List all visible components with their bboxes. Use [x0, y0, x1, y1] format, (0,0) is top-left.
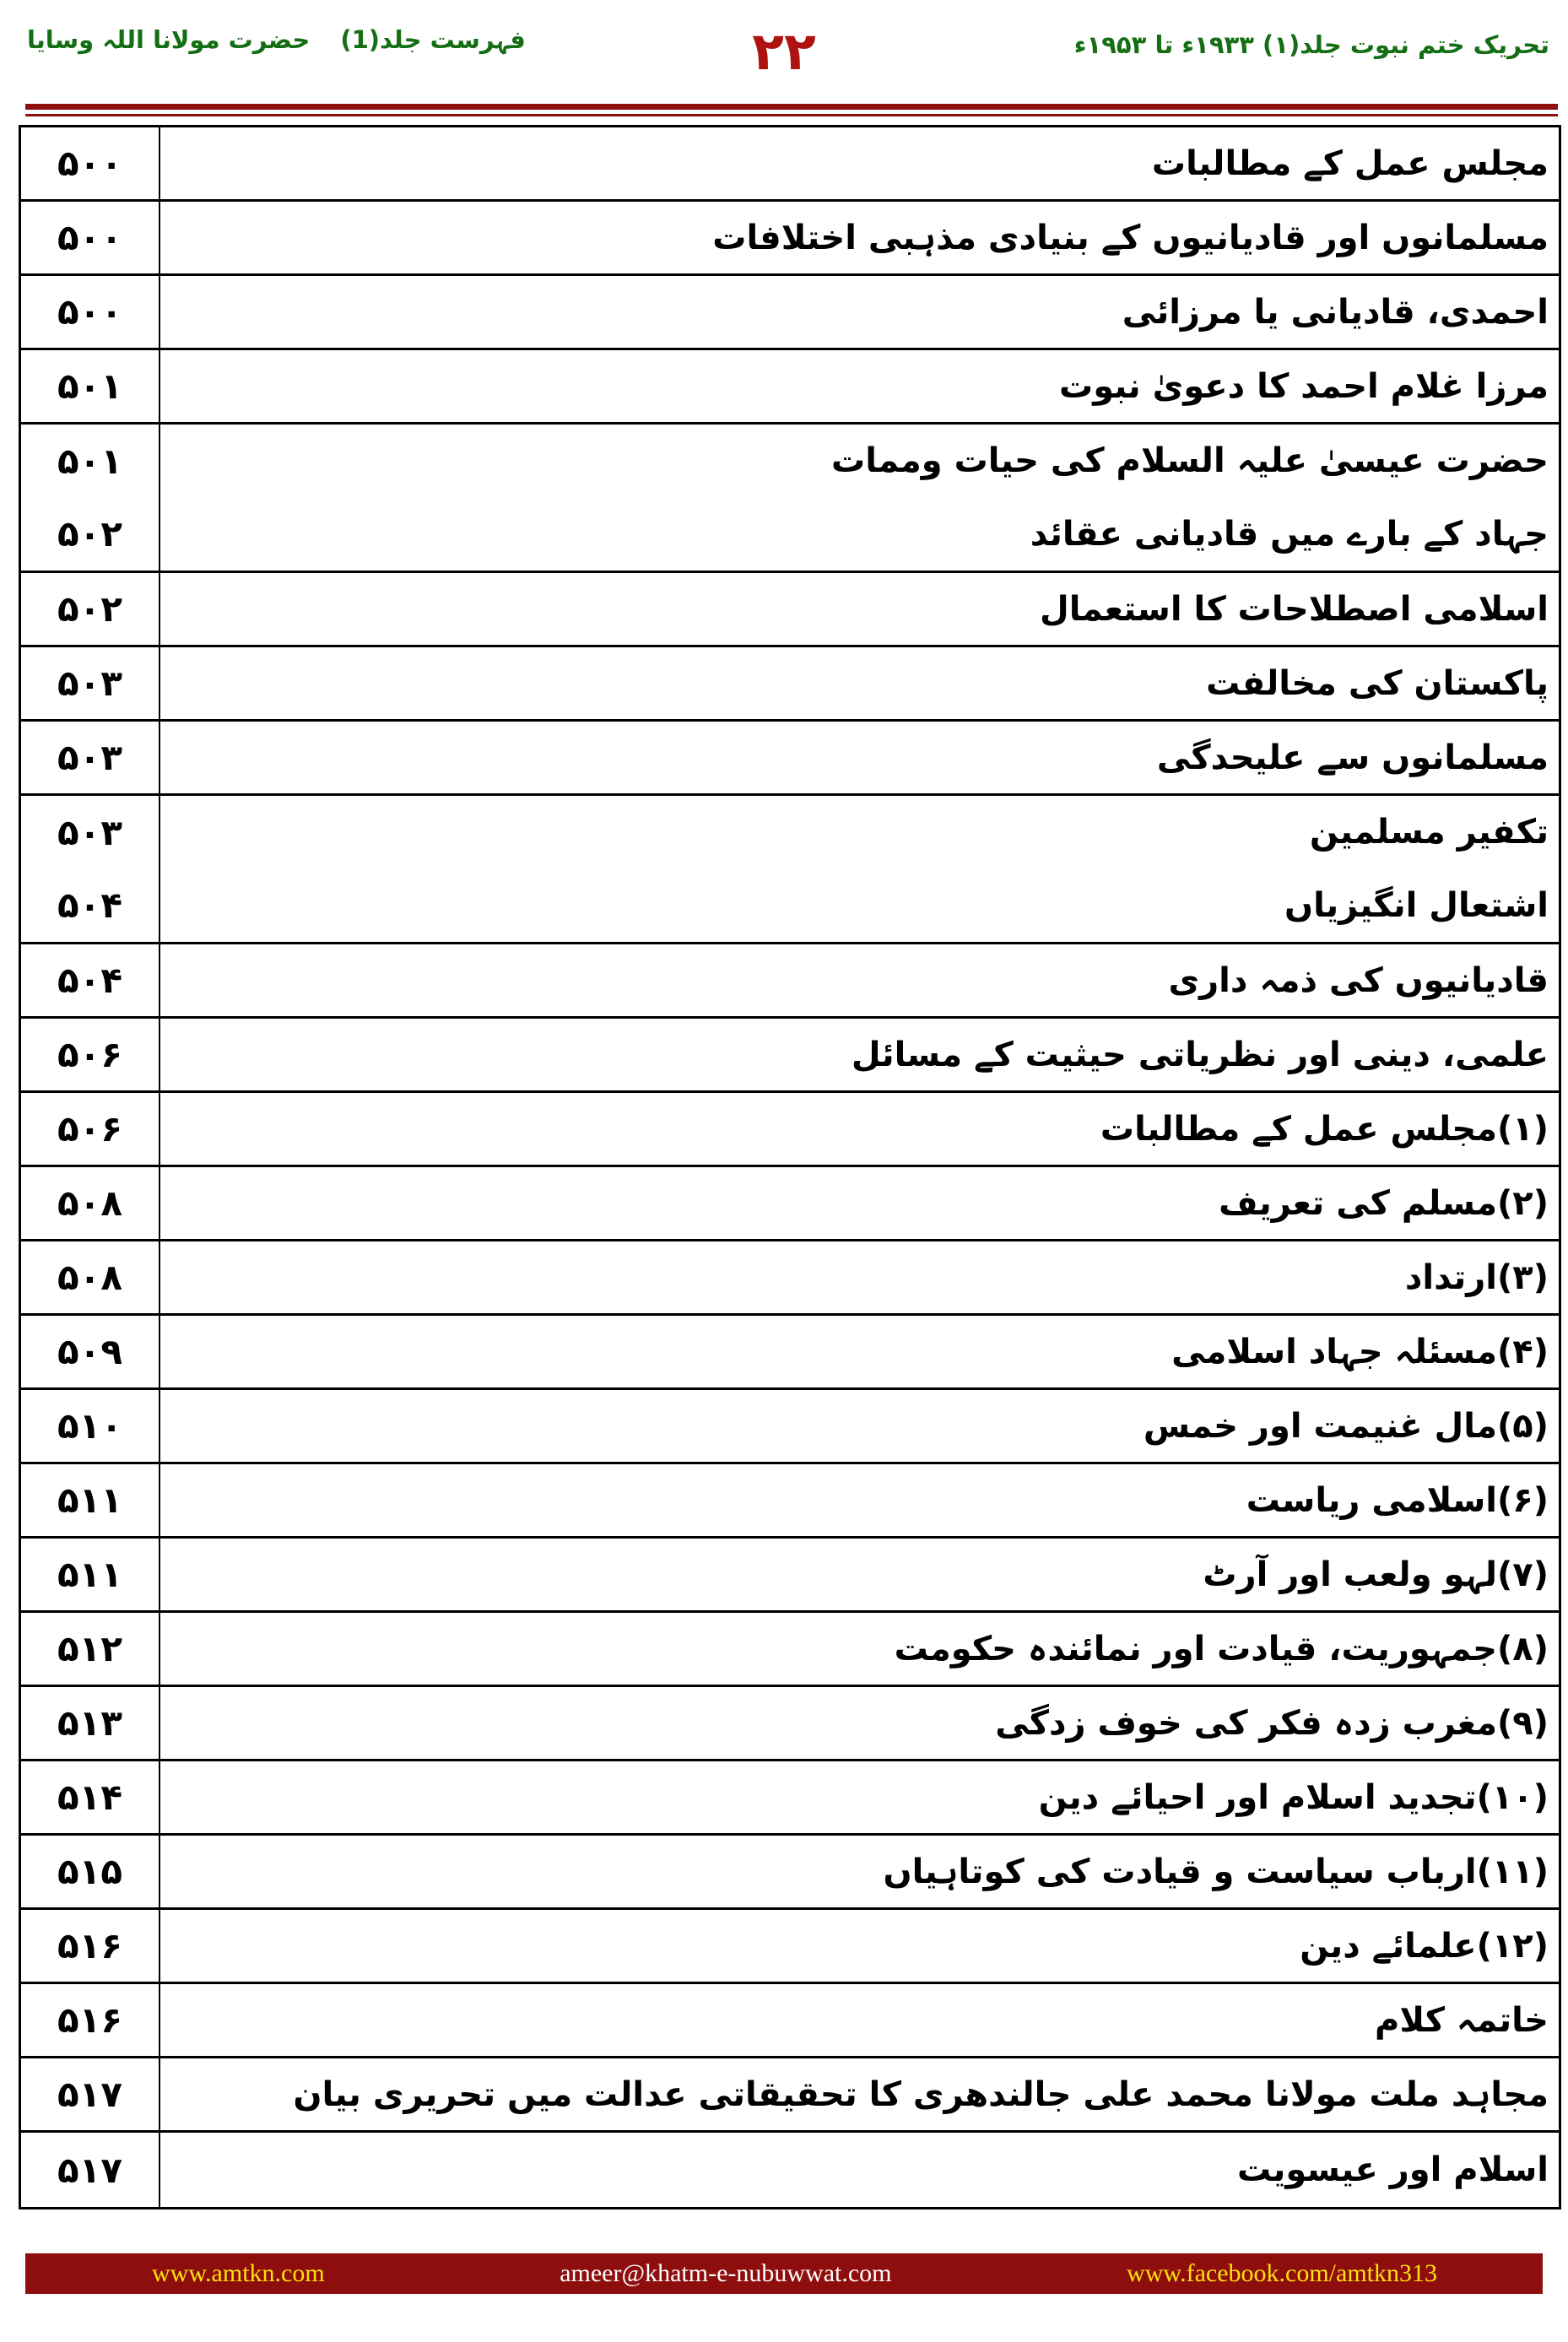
toc-page-number: ۵۰۱	[57, 365, 122, 407]
toc-chapter-title: پاکستان کی مخالفت	[1206, 663, 1549, 703]
toc-page-number: ۵۱۵	[57, 1851, 122, 1892]
chapter-title-cell	[160, 202, 1559, 273]
page-number-cell	[21, 722, 160, 793]
toc-row	[21, 1761, 1559, 1836]
toc-page-number: ۵۰۰	[57, 291, 122, 333]
toc-page-number: ۵۰۸	[57, 1182, 122, 1224]
chapter-title-cell	[160, 1761, 1559, 1833]
toc-row	[21, 1241, 1559, 1316]
toc-row	[21, 276, 1559, 350]
toc-row	[21, 1316, 1559, 1390]
page-number-cell	[21, 2133, 160, 2207]
toc-page-number: ۵۰۸	[57, 1257, 122, 1298]
toc-chapter-title: اسلام اور عیسویت	[1237, 2150, 1549, 2189]
toc-chapter-title: علمی، دینی اور نظریاتی حیثیت کے مسائل	[851, 1035, 1549, 1074]
toc-page-number: ۵۰۳	[57, 737, 122, 778]
page-number-cell	[21, 1687, 160, 1759]
toc-row	[21, 1464, 1559, 1539]
header-rule-thick	[25, 104, 1558, 110]
toc-row	[21, 1390, 1559, 1464]
page-number-cell	[21, 425, 160, 571]
toc-row	[21, 350, 1559, 425]
chapter-title-cell	[160, 1539, 1559, 1610]
toc-chapter-title: مرزا غلام احمد کا دعویٰ نبوت	[1059, 366, 1549, 406]
chapter-title-cell	[160, 722, 1559, 793]
toc-page-number: ۵۰۲	[57, 588, 122, 630]
toc-row	[21, 573, 1559, 647]
page-number: ۲۲	[752, 20, 816, 82]
page-number-cell	[21, 127, 160, 199]
toc-page-number: ۵۰۹	[57, 1331, 122, 1372]
toc-chapter-title: (۲)مسلم کی تعریف	[1219, 1183, 1549, 1223]
page-number-cell	[21, 276, 160, 348]
toc-row	[21, 1910, 1559, 1984]
toc-chapter-title: (۷)لہو ولعب اور آرٹ	[1203, 1555, 1549, 1594]
toc-page-number: ۵۱۶	[57, 1999, 122, 2041]
page-number-cell	[21, 573, 160, 645]
toc-row	[21, 202, 1559, 276]
header-author-label: حضرت مولانا اللہ وسایا	[27, 25, 311, 54]
toc-page-number: ۵۱۲	[57, 1628, 122, 1669]
page-number-cell	[21, 1984, 160, 2056]
chapter-title-cell	[160, 127, 1559, 199]
toc-row	[21, 1019, 1559, 1093]
toc-chapter-title: (۹)مغرب زدہ فکر کی خوف زدگی	[995, 1703, 1549, 1743]
footer-facebook-link: www.facebook.com/amtkn313	[1127, 2259, 1437, 2287]
page-number-cell	[21, 350, 160, 422]
toc-chapter-title: (۱۱)ارباب سیاست و قیادت کی کوتاہیاں	[883, 1852, 1549, 1891]
chapter-title-cell	[160, 796, 1559, 942]
chapter-title-cell	[160, 1836, 1559, 1907]
toc-row	[21, 1687, 1559, 1761]
toc-chapter-title: (۱۰)تجدید اسلام اور احیائے دین	[1038, 1777, 1549, 1817]
toc-page-number: ۵۱۰	[57, 1405, 122, 1447]
toc-page-number: ۵۰۰	[57, 143, 122, 184]
toc-chapter-title: مسلمانوں اور قادیانیوں کے بنیادی مذہبی اختلافات	[712, 218, 1549, 257]
page-number-cell	[21, 647, 160, 719]
page-number-cell	[21, 1910, 160, 1982]
toc-page-number: ۵۱۱	[57, 1554, 122, 1595]
page-number-cell	[21, 1241, 160, 1313]
footer-email-link: ameer@khatm-e-nubuwwat.com	[560, 2259, 892, 2287]
page-number-cell	[21, 2058, 160, 2130]
chapter-title-cell	[160, 2058, 1559, 2130]
toc-chapter-title: (۳)ارتداد	[1404, 1258, 1549, 1297]
toc-page-number: ۵۱۱	[57, 1479, 122, 1521]
page-number-cell	[21, 1464, 160, 1536]
chapter-title-cell	[160, 944, 1559, 1016]
toc-chapter-title: خاتمہ کلام	[1375, 2000, 1549, 2040]
toc-row	[21, 1984, 1559, 2058]
toc-page-number: ۵۰۴	[57, 884, 122, 927]
toc-chapter-title: جہاد کے بارے میں قادیانی عقائد	[1030, 514, 1549, 554]
chapter-title-cell	[160, 2133, 1559, 2207]
page-number-cell	[21, 202, 160, 273]
toc-chapter-title: (۶)اسلامی ریاست	[1246, 1480, 1549, 1520]
toc-page-number: ۵۱۴	[57, 1777, 122, 1818]
page-number-cell	[21, 1613, 160, 1685]
chapter-title-cell	[160, 1241, 1559, 1313]
page-number-cell	[21, 1093, 160, 1165]
toc-row	[21, 647, 1559, 722]
toc-chapter-title: (۱)مجلس عمل کے مطالبات	[1100, 1109, 1549, 1149]
page-number-cell	[21, 1167, 160, 1239]
toc-page-number: ۵۰۴	[57, 960, 122, 1001]
toc-row	[21, 1539, 1559, 1613]
page-number-cell	[21, 1390, 160, 1462]
chapter-title-cell	[160, 1464, 1559, 1536]
chapter-title-cell	[160, 276, 1559, 348]
footer-bar	[25, 2253, 1543, 2294]
chapter-title-cell	[160, 1910, 1559, 1982]
toc-row	[21, 2058, 1559, 2133]
toc-row	[21, 722, 1559, 796]
toc-page-number: ۵۰۳	[57, 811, 122, 853]
toc-chapter-title: (۱۲)علمائے دین	[1300, 1926, 1549, 1966]
toc-page-number: ۵۰۶	[57, 1034, 122, 1075]
chapter-title-cell	[160, 1316, 1559, 1387]
toc-chapter-title: مسلمانوں سے علیحدگی	[1156, 738, 1549, 777]
page-number-cell	[21, 1836, 160, 1907]
chapter-title-cell	[160, 425, 1559, 571]
toc-chapter-title: (۵)مال غنیمت اور خمس	[1143, 1406, 1549, 1446]
toc-page-number: ۵۰۲	[57, 513, 122, 555]
toc-page-number: ۵۰۰	[57, 217, 122, 258]
chapter-title-cell	[160, 1390, 1559, 1462]
toc-chapter-title: حضرت عیسیٰ علیہ السلام کی حیات وممات	[831, 441, 1549, 481]
toc-page-number: ۵۱۶	[57, 1925, 122, 1966]
toc-table	[19, 125, 1561, 2209]
chapter-title-cell	[160, 1984, 1559, 2056]
toc-page-number: ۵۰۶	[57, 1108, 122, 1149]
chapter-title-cell	[160, 1687, 1559, 1759]
toc-row	[21, 425, 1559, 573]
toc-chapter-title: مجاہد ملت مولانا محمد علی جالندھری کا تحقیقاتی عدالت میں تحریری بیان	[293, 2074, 1549, 2114]
toc-page-number: ۵۰۳	[57, 663, 122, 704]
toc-row	[21, 2133, 1559, 2207]
toc-row	[21, 1093, 1559, 1167]
toc-row	[21, 127, 1559, 202]
footer-website-link: www.amtkn.com	[152, 2259, 325, 2287]
book-title: تحریک ختم نبوت جلد(۱) ۱۹۳۳ء تا ۱۹۵۳ء	[1073, 30, 1549, 59]
toc-page-number: ۵۱۷	[57, 2149, 122, 2191]
page-number-cell	[21, 1316, 160, 1387]
page-number-cell	[21, 796, 160, 942]
toc-page-number: ۵۰۱	[57, 440, 122, 482]
toc-chapter-title: (۸)جمہوریت، قیادت اور نمائندہ حکومت	[894, 1629, 1549, 1669]
page-number-cell	[21, 1539, 160, 1610]
chapter-title-cell	[160, 350, 1559, 422]
toc-chapter-title: تکفیر مسلمین	[1309, 813, 1549, 852]
toc-chapter-title: اسلامی اصطلاحات کا استعمال	[1040, 589, 1549, 629]
toc-chapter-title: قادیانیوں کی ذمہ داری	[1168, 960, 1549, 1000]
header-rule-thin	[25, 114, 1558, 116]
toc-chapter-title: اشتعال انگیزیاں	[1284, 885, 1549, 925]
toc-chapter-title: مجلس عمل کے مطالبات	[1151, 143, 1549, 183]
toc-row	[21, 1836, 1559, 1910]
toc-row	[21, 1613, 1559, 1687]
page-number-cell	[21, 1761, 160, 1833]
toc-page-number: ۵۱۳	[57, 1702, 122, 1744]
page-number-cell	[21, 1019, 160, 1090]
chapter-title-cell	[160, 573, 1559, 645]
chapter-title-cell	[160, 1019, 1559, 1090]
header-volume-label: فہرست جلد(1)	[340, 25, 526, 54]
toc-row	[21, 1167, 1559, 1241]
toc-page-number: ۵۱۷	[57, 2074, 122, 2115]
toc-chapter-title: (۴)مسئلہ جہاد اسلامی	[1171, 1332, 1549, 1371]
toc-row	[21, 944, 1559, 1019]
chapter-title-cell	[160, 1093, 1559, 1165]
toc-chapter-title: احمدی، قادیانی یا مرزائی	[1122, 292, 1549, 332]
page-number-cell	[21, 944, 160, 1016]
chapter-title-cell	[160, 647, 1559, 719]
chapter-title-cell	[160, 1613, 1559, 1685]
toc-row	[21, 796, 1559, 944]
chapter-title-cell	[160, 1167, 1559, 1239]
